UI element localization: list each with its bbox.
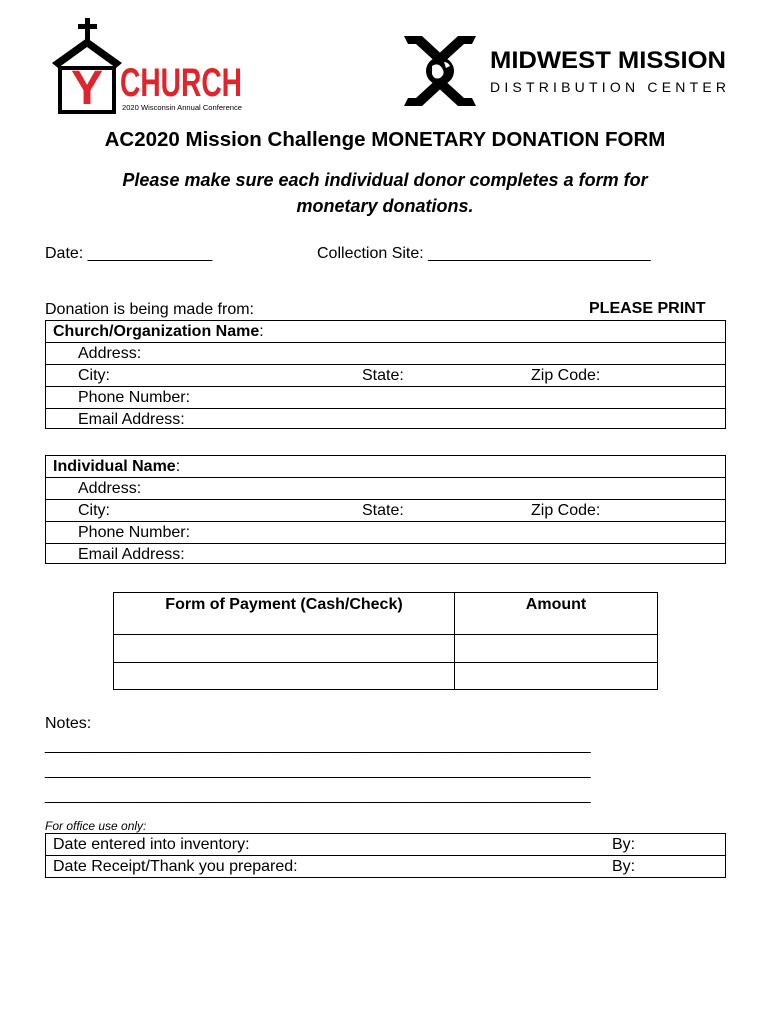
individual-name-row[interactable] xyxy=(46,456,725,478)
individual-zip-label: Zip Code: xyxy=(531,502,601,519)
church-name-colon: : xyxy=(259,323,264,340)
collection-site-field[interactable]: Collection Site: _________________________ xyxy=(317,245,651,262)
church-info-table xyxy=(45,320,726,429)
church-address-label: Address: xyxy=(78,345,142,362)
payment-form-cell[interactable] xyxy=(114,662,455,689)
payment-amount-cell[interactable] xyxy=(455,662,658,689)
church-zip-label: Zip Code: xyxy=(531,367,601,384)
mission-logo-title: MIDWEST MISSION xyxy=(490,47,726,74)
hands-globe-icon xyxy=(404,36,476,106)
church-logo-y: Y xyxy=(70,62,104,115)
notes-label: Notes: xyxy=(45,715,92,732)
payment-form-header: Form of Payment (Cash/Check) xyxy=(114,593,455,635)
church-state-label: State: xyxy=(362,367,404,384)
church-email-row[interactable] xyxy=(46,409,725,431)
payment-amount-cell[interactable] xyxy=(455,635,658,662)
notes-line-3[interactable]: ____________________________________________________________ xyxy=(45,787,591,804)
individual-email-label: Email Address: xyxy=(78,546,185,563)
please-print-label: PLEASE PRINT xyxy=(589,300,706,317)
individual-city-row[interactable] xyxy=(46,500,725,522)
church-city-row[interactable] xyxy=(46,365,725,387)
midwest-mission-logo xyxy=(400,30,730,112)
church-name-label: Church/Organization Name xyxy=(53,323,260,340)
form-subtitle xyxy=(60,167,710,219)
individual-info-table xyxy=(45,455,726,564)
form-title: AC2020 Mission Challenge MONETARY DONATION FORM xyxy=(104,128,666,151)
church-city-label: City: xyxy=(78,367,110,384)
subtitle-line-2: monetary donations. xyxy=(296,196,474,216)
notes-line-1[interactable]: ____________________________________________________________ xyxy=(45,737,591,754)
receipt-by-label: By: xyxy=(612,858,636,875)
church-email-label: Email Address: xyxy=(78,411,185,428)
inventory-by-label: By: xyxy=(612,836,636,853)
receipt-row[interactable] xyxy=(46,856,725,878)
payment-table xyxy=(113,592,658,690)
individual-email-row[interactable] xyxy=(46,544,725,566)
payment-row xyxy=(114,662,658,689)
church-address-row[interactable] xyxy=(46,343,725,365)
church-logo-word: CHURCH xyxy=(120,61,242,105)
office-use-label: For office use only: xyxy=(45,819,147,833)
subtitle-line-1: Please make sure each individual donor completes a form for xyxy=(122,170,648,190)
notes-line-2[interactable]: ____________________________________________________________ xyxy=(45,762,591,779)
mission-logo-subtitle: DISTRIBUTION CENTER xyxy=(490,79,726,95)
amount-header: Amount xyxy=(455,593,658,635)
individual-name-colon: : xyxy=(175,458,181,475)
payment-row xyxy=(114,635,658,662)
church-name-row[interactable] xyxy=(46,321,725,343)
church-logo xyxy=(50,18,250,114)
individual-phone-row[interactable] xyxy=(46,522,725,544)
individual-city-label: City: xyxy=(78,502,110,519)
inventory-date-label: Date entered into inventory: xyxy=(53,836,250,853)
individual-address-label: Address: xyxy=(78,480,142,497)
individual-phone-label: Phone Number: xyxy=(78,524,191,541)
payment-form-cell[interactable] xyxy=(114,635,455,662)
office-use-table xyxy=(45,833,726,878)
date-field[interactable]: Date: ______________ xyxy=(45,245,213,262)
individual-name-label: Individual Name xyxy=(53,458,176,475)
individual-state-label: State: xyxy=(362,502,404,519)
donation-from-label: Donation is being made from: xyxy=(45,301,254,318)
church-phone-row[interactable] xyxy=(46,387,725,409)
individual-address-row[interactable] xyxy=(46,478,725,500)
inventory-row[interactable] xyxy=(46,834,725,856)
church-phone-label: Phone Number: xyxy=(78,389,191,406)
church-logo-tagline: 2020 Wisconsin Annual Conference xyxy=(122,105,243,112)
receipt-date-label: Date Receipt/Thank you prepared: xyxy=(53,858,298,875)
